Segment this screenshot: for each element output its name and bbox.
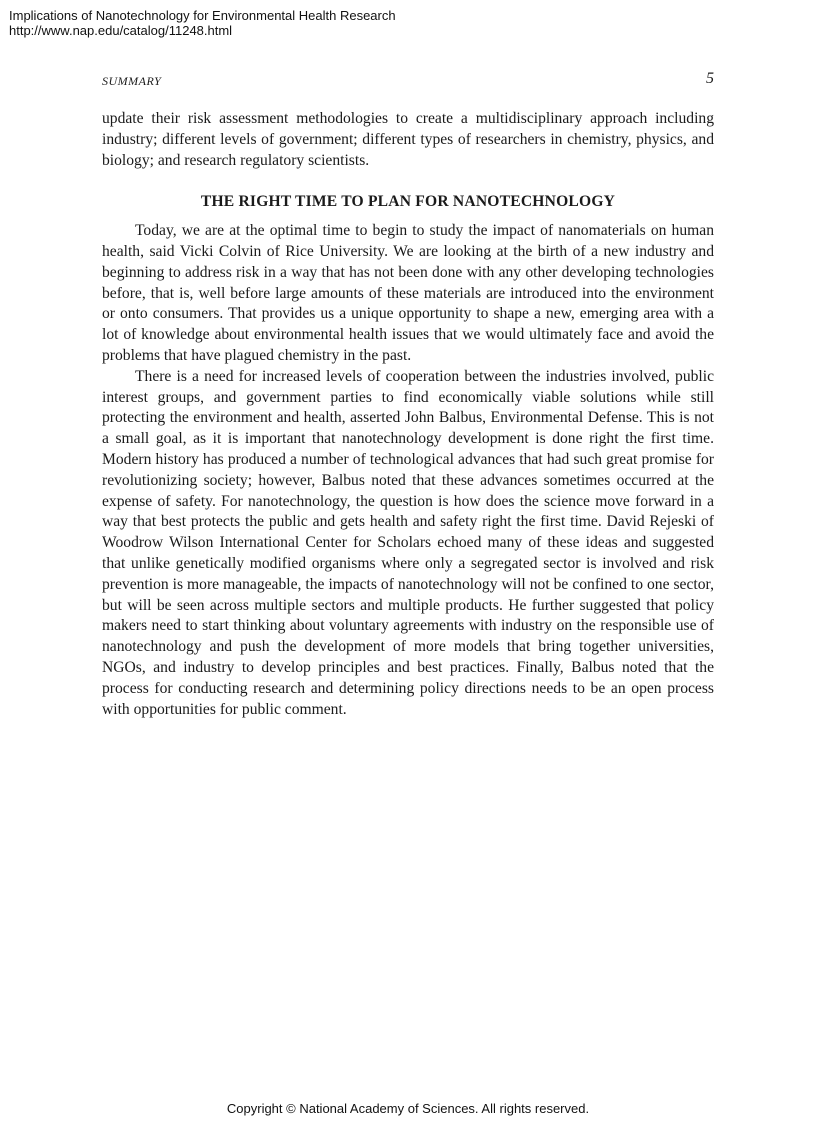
page-body [102,109,714,720]
body-paragraph-1: Today, we are at the optimal time to begin to study the impact of nanomaterials on human health, said Vicki Colvin of Rice University. We are looking at the birth of a new industry and beginning to address risk in a way that has not been done with any other developing technologies before, that is, well before large amounts of these materials are introduced into the environment or onto consumers. That provides us a unique opportunity to shape a new, emerging area with a lot of knowledge about environmental health issues that we would ultimately face and avoid the problems that have plagued chemistry in the past. [102,222,714,364]
running-head-section: SUMMARY [102,74,162,88]
source-header [9,8,396,38]
copyright-footer: Copyright © National Academy of Sciences. All rights reserved. [226,1101,590,1116]
intro-paragraph: update their risk assessment methodologies to create a multidisciplinary approach including industry; different levels of government; different types of researchers in chemistry, physics, and biology; and research regulatory scientists. [102,110,714,169]
page-number: 5 [706,70,714,87]
book-title: Implications of Nanotechnology for Environmental Health Research [9,8,396,23]
source-url: http://www.nap.edu/catalog/11248.html [9,23,233,38]
body-paragraph-2: There is a need for increased levels of cooperation between the industries involved, public interest groups, and government parties to find economically viable solutions while still protecting the environment and health, asserted John Balbus, Environmental Defense. This is not a small goal, as it is important that nanotechnology development is done right the first time. Modern history has produced a number of technological advances that had such great promise for revolutionizing society; however, Balbus noted that these advances sometimes occurred at the expense of safety. For nanotechnology, the question is how does the science move forward in a way that best protects the public and gets health and safety right the first time. David Rejeski of Woodrow Wilson International Center for Scholars echoed many of these ideas and suggested that unlike genetically modified organisms where only a segregated sector is involved and risk prevention is more manageable, the impacts of nanotechnology will not be confined to one sector, but will be seen across multiple sectors and multiple products. He further suggested that policy makers need to start thinking about voluntary agreements with industry on the responsible use of nanotechnology and push the development of more models that bring together universities, NGOs, and industry to develop principles and best practices. Finally, Balbus noted that the process for conducting research and determining policy directions needs to be an open process with opportunities for public comment. [102,367,714,718]
section-heading: THE RIGHT TIME TO PLAN FOR NANOTECHNOLOGY [200,193,616,211]
